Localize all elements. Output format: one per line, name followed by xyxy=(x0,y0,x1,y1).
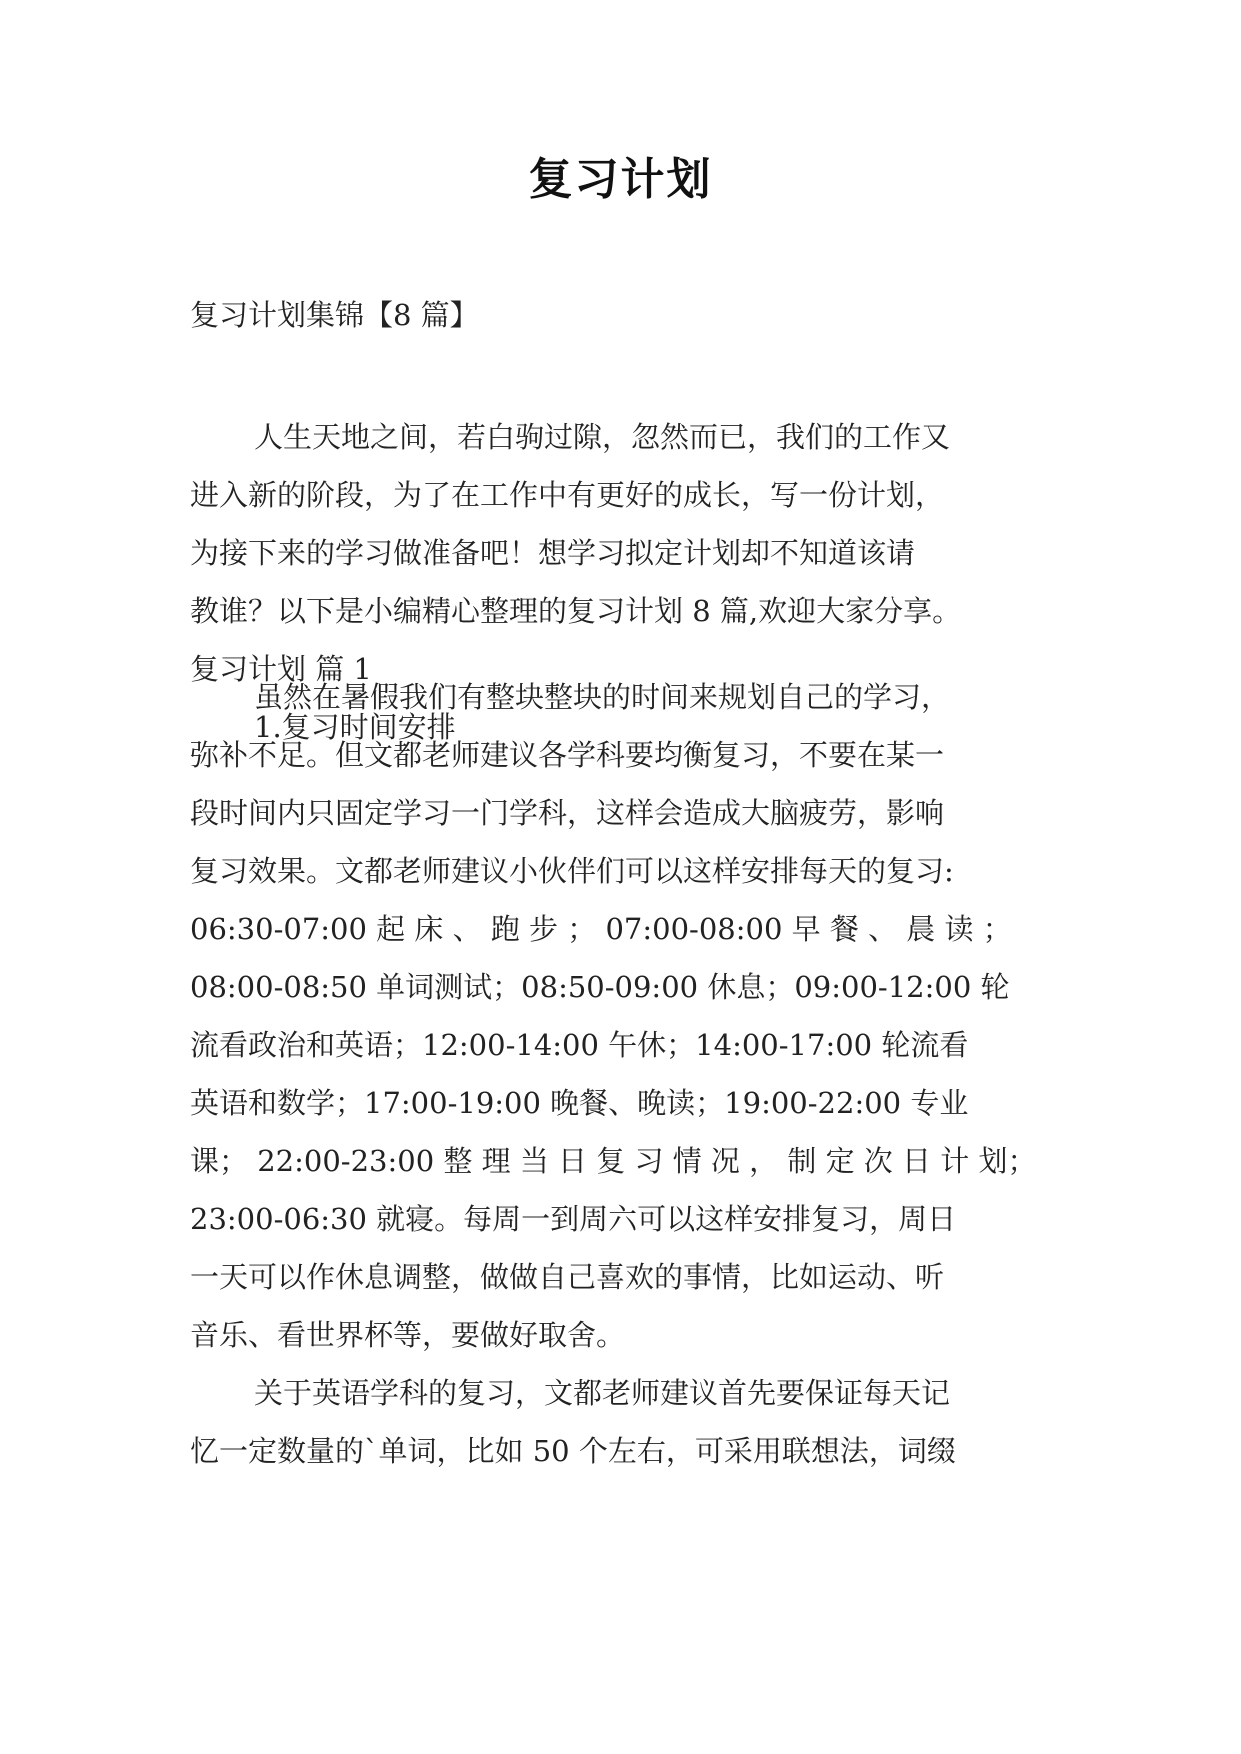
section-heading: 复习计划 篇 1 xyxy=(190,652,372,686)
text-line: 教谁？以下是小编精心整理的复习计划 8 篇,欢迎大家分享。 xyxy=(190,594,962,628)
schedule-paragraph xyxy=(190,668,1060,1480)
text-line: 23:00-06:30 就寝。每周一到周六可以这样安排复习，周日 xyxy=(190,1202,957,1236)
document-subtitle: 复习计划集锦【8 篇】 xyxy=(190,298,479,332)
text-line: 为接下来的学习做准备吧！想学习拟定计划却不知道该请 xyxy=(190,536,916,570)
text-line: 复习效果。文都老师建议小伙伴们可以这样安排每天的复习: xyxy=(190,854,954,888)
text-line: 弥补不足。但文都老师建议各学科要均衡复习，不要在某一 xyxy=(190,738,945,772)
text-line: 英语和数学；17:00-19:00 晚餐、晚读；19:00-22:00 专业 xyxy=(190,1086,969,1120)
text-line: 进入新的阶段，为了在工作中有更好的成长，写一份计划， xyxy=(190,478,945,512)
document-title: 复习计划 xyxy=(528,154,713,205)
text-line: 一天可以作休息调整，做做自己喜欢的事情，比如运动、听 xyxy=(190,1260,945,1294)
text-line: 忆一定数量的`单词，比如 50 个左右，可采用联想法，词缀 xyxy=(190,1434,956,1468)
text-line: 人生天地之间，若白驹过隙，忽然而已，我们的工作又 xyxy=(254,420,951,454)
text-line: 课； 22:00-23:00 整 理 当 日 复 习 情 况 ， 制 定 次 日 计 划； xyxy=(190,1144,1037,1178)
text-line: 流看政治和英语；12:00-14:00 午休；14:00-17:00 轮流看 xyxy=(190,1028,969,1062)
text-line: 音乐、看世界杯等，要做好取舍。 xyxy=(190,1318,626,1352)
text-line: 08:00-08:50 单词测试；08:50-09:00 休息；09:00-12:00 轮 xyxy=(190,970,1010,1004)
text-line: 段时间内只固定学习一门学科，这样会造成大脑疲劳，影响 xyxy=(190,796,945,830)
text-line: 虽然在暑假我们有整块整块的时间来规划自己的学习， xyxy=(254,680,951,714)
text-line: 关于英语学科的复习，文都老师建议首先要保证每天记 xyxy=(254,1376,951,1410)
text-line: 06:30-07:00 起 床 、 跑 步 ； 07:00-08:00 早 餐 、 晨 读 ； xyxy=(190,912,1012,946)
item-heading: 1.复习时间安排 xyxy=(254,710,456,744)
